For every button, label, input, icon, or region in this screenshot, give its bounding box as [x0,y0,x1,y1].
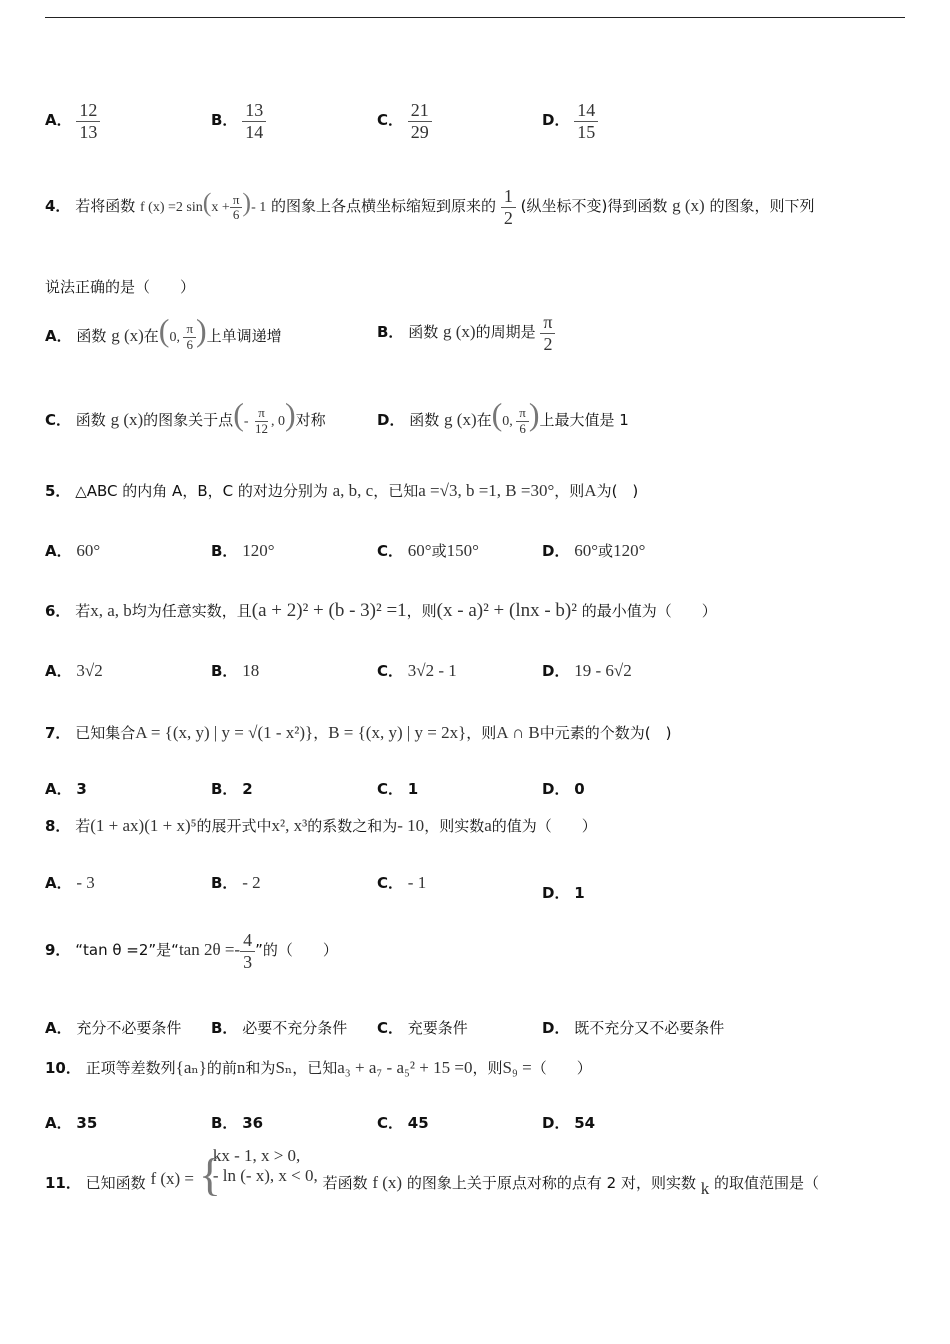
q7-option-c[interactable]: C． 1 [377,780,419,798]
q4-option-d[interactable]: D． 函数 g (x)在(0, $\frac{\pi}{6}$ )上最大值是 1 [377,396,629,437]
q7-stem: 7． 已知集合A = {(x, y) | y = √(1 - x²)}，B = {(x, y) | y = 2x}，则A ∩ B中元素的个数为( ) [45,723,672,742]
q5-option-b[interactable]: B． 120° [211,541,275,560]
option-label: A． [45,111,72,130]
q6-stem: 6． 若x, a, b均为任意实数，且(a + 2)² + (b - 3)² =1，则(x - a)² + (lnx - b)² 的最小值为（ ） [45,600,717,621]
q7-option-b[interactable]: B． 2 [211,780,253,798]
q7-option-d[interactable]: D． 0 [542,780,585,798]
q5-option-a[interactable]: A． 60° [45,541,101,560]
q8-option-a[interactable]: A． - 3 [45,873,95,892]
fraction: $\frac{21}{29}$ [408,100,432,142]
q3-option-c[interactable] [377,100,432,142]
q4-option-b[interactable]: B． 函数 g (x)的周期是 $\frac{\pi}{2}$ [377,312,555,354]
q3-option-d[interactable] [542,100,598,142]
fraction: $\frac{12}{13}$ [76,100,100,142]
q4-option-c[interactable]: C． 函数 g (x)的图象关于点(- $\frac{\pi}{12}$ , 0)对称 [45,396,326,437]
fraction: $\frac{14}{15}$ [574,100,598,142]
q7-option-a[interactable]: A． 3 [45,780,87,798]
q4-option-a[interactable]: A． 函数 g (x)在(0, $\frac{\pi}{6}$ )上单调递增 [45,312,282,353]
q10-option-a[interactable]: A． 35 [45,1114,98,1132]
point: (- $\frac{\pi}{12}$ , 0) [233,396,296,437]
question-number: 4． [45,197,71,216]
q9-option-a[interactable]: A． 充分不必要条件 [45,1019,182,1037]
q8-option-c[interactable]: C． - 1 [377,873,427,892]
q6-option-b[interactable]: B． 18 [211,661,260,680]
q8-option-d[interactable]: D． 1 [542,884,585,902]
q4-stem-line2: 说法正确的是（ ） [45,278,196,296]
q9-option-b[interactable]: B． 必要不充分条件 [211,1019,348,1037]
q8-option-b[interactable]: B． - 2 [211,873,261,892]
interval: (0, $\frac{\pi}{6}$ ) [158,312,207,353]
q3-option-b[interactable] [211,100,266,142]
q6-option-a[interactable]: A． 3√2 [45,661,103,680]
q6-option-d[interactable]: D． 19 - 6√2 [542,661,632,680]
option-label: D． [542,111,570,130]
q5-option-c[interactable]: C． 60°或150° [377,541,479,560]
q9-option-c[interactable]: C． 充要条件 [377,1019,468,1037]
q3-option-a[interactable] [45,100,100,142]
q10-option-c[interactable]: C． 45 [377,1114,429,1132]
piecewise-function: { kx - 1, x > 0, - ln (- x), x < 0, [198,1146,318,1200]
header-rule [45,17,905,18]
q10-option-d[interactable]: D． 54 [542,1114,596,1132]
q9-stem: 9． “tan θ =2”是“tan 2θ =- $\frac{4}{3}$ ”的（ ） [45,930,338,972]
fraction: $\frac{13}{14}$ [242,100,266,142]
q5-option-d[interactable]: D． 60°或120° [542,541,646,560]
q11-stem: 11． 已知函数 f (x) = { kx - 1, x > 0, - ln (- x), x < 0, 若函数 f (x) 的图象上关于原点对称的点有 2 对，则实数 k 的取值范围是（ [45,1146,820,1200]
q4-stem: 4． 若将函数 f (x) =2 sin(x + $\frac{\pi}{6}$ )- 1 的图象上各点横坐标缩短到原来的 $\frac{1}{2}$ (纵坐标不变)得到函数 g (x) 的图象，则下列 [45,186,815,228]
q6-option-c[interactable]: C． 3√2 - 1 [377,661,457,680]
option-label: B． [211,111,238,130]
option-label: C． [377,111,404,130]
q9-option-d[interactable]: D． 既不充分又不必要条件 [542,1019,725,1037]
q10-stem: 10． 正项等差数列{aₙ}的前n和为Sₙ，已知a₃ + a₇ - a₅² + 15 =0，则S₉ =（ ） [45,1058,592,1077]
function-expression: f (x) =2 sin(x + $\frac{\pi}{6}$ )- 1 [140,188,267,223]
interval: (0, $\frac{\pi}{6}$ ) [491,396,540,437]
q10-option-b[interactable]: B． 36 [211,1114,264,1132]
fraction-half: $\frac{1}{2}$ [501,186,516,228]
q5-stem: 5． △ABC 的内角 A，B，C 的对边分别为 a, b, c，已知a =√3, b =1, B =30°，则A为( ) [45,481,639,500]
q8-stem: 8． 若(1 + ax)(1 + x)⁵的展开式中x², x³的系数之和为- 10，则实数a的值为（ ） [45,816,597,835]
